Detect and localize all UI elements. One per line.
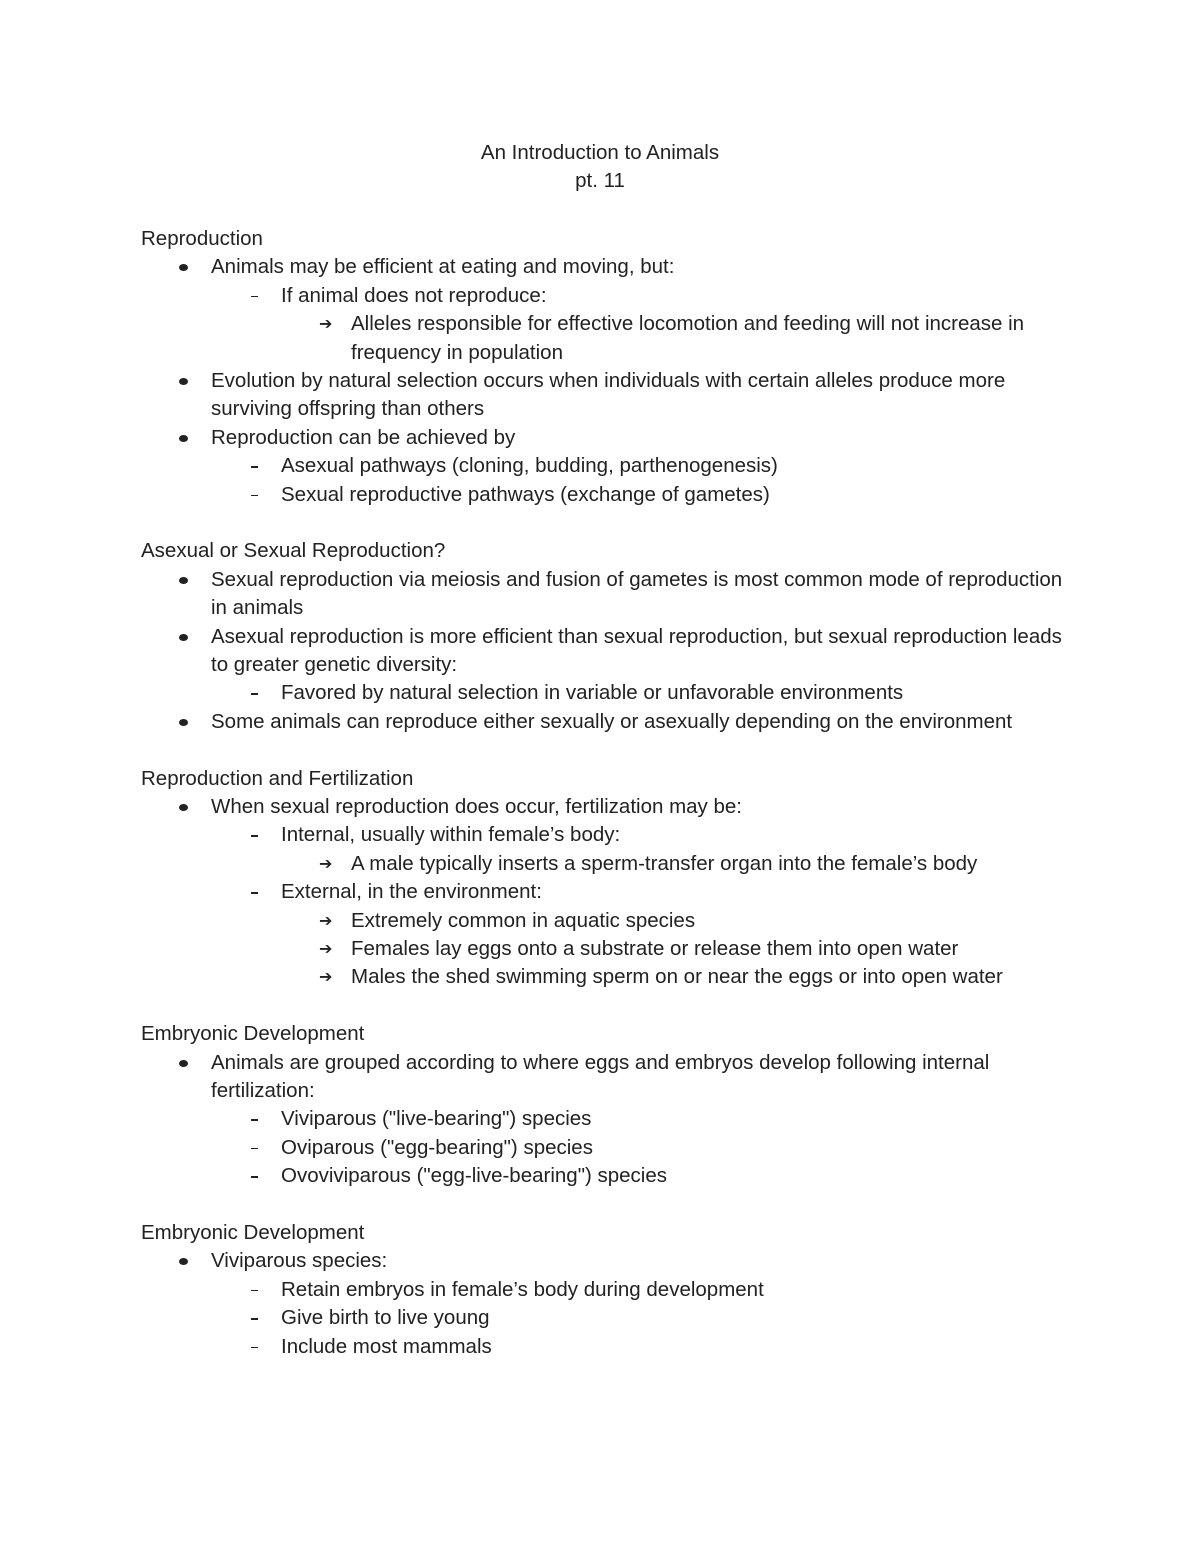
arrow-list bbox=[281, 850, 1071, 878]
list-item-text: Extremely common in aquatic species bbox=[351, 908, 696, 932]
list-item bbox=[211, 878, 1071, 992]
list-item-text: Animals are grouped according to where eggs and embryos develop following internal fertilization: bbox=[211, 1050, 990, 1103]
list-item-text: Alleles responsible for effective locomotion and feeding will not increase in frequency in population bbox=[351, 312, 1025, 364]
right-arrow-icon: ➔ bbox=[319, 967, 333, 987]
section bbox=[141, 1219, 1071, 1361]
list-item-text: Some animals can reproduce either sexually or asexually depending on the environment bbox=[211, 709, 1013, 733]
dash-icon bbox=[251, 1119, 258, 1121]
dash-list bbox=[211, 282, 1071, 367]
section bbox=[141, 537, 1071, 736]
list-item bbox=[211, 1304, 1071, 1332]
bullet-icon bbox=[179, 1258, 188, 1265]
bullet-list bbox=[141, 793, 1071, 992]
section-heading: Reproduction and Fertilization bbox=[141, 766, 414, 790]
list-item bbox=[211, 1276, 1071, 1304]
list-item bbox=[281, 850, 1071, 878]
section-heading: Embryonic Development bbox=[141, 1221, 365, 1245]
list-item-text: Reproduction can be achieved by bbox=[211, 425, 516, 449]
dash-icon bbox=[251, 892, 258, 894]
list-item bbox=[281, 310, 1071, 367]
page-title: An Introduction to Animals bbox=[480, 141, 720, 164]
right-arrow-icon: ➔ bbox=[319, 853, 333, 873]
list-item-text: Include most mammals bbox=[281, 1334, 492, 1358]
list-item-text: Animals may be efficient at eating and moving, but: bbox=[211, 255, 675, 279]
list-item bbox=[141, 566, 1071, 623]
dash-icon bbox=[251, 1176, 258, 1178]
dash-list bbox=[211, 1105, 1071, 1190]
list-item-text: When sexual reproduction does occur, fertilization may be: bbox=[211, 795, 742, 819]
list-item-text: Oviparous ("egg-bearing") species bbox=[281, 1135, 593, 1159]
section bbox=[141, 765, 1071, 992]
bullet-list bbox=[141, 1049, 1071, 1191]
list-item-text: Favored by natural selection in variable or unfavorable environments bbox=[281, 681, 904, 705]
list-item-text: A male typically inserts a sperm-transfer organ into the female’s body bbox=[351, 851, 978, 875]
list-item bbox=[141, 793, 1071, 992]
bullet-icon bbox=[179, 378, 188, 385]
list-item-text: External, in the environment: bbox=[281, 880, 542, 904]
list-item bbox=[141, 367, 1071, 424]
dash-icon bbox=[251, 693, 258, 695]
list-item bbox=[211, 1134, 1071, 1162]
list-item-text: Internal, usually within female’s body: bbox=[281, 823, 621, 847]
list-item bbox=[281, 935, 1071, 963]
right-arrow-icon: ➔ bbox=[319, 910, 333, 930]
list-item bbox=[141, 424, 1071, 509]
list-item bbox=[211, 821, 1071, 878]
bullet-icon bbox=[179, 435, 188, 442]
list-item-text: Asexual pathways (cloning, budding, parthenogenesis) bbox=[281, 454, 778, 478]
dash-icon bbox=[251, 1318, 258, 1320]
list-item-text: Males the shed swimming sperm on or near the eggs or into open water bbox=[351, 965, 1003, 989]
document-body bbox=[141, 225, 1071, 1390]
title-block bbox=[0, 139, 1200, 196]
list-item bbox=[141, 708, 1071, 736]
dash-icon bbox=[251, 1347, 258, 1349]
dash-icon bbox=[251, 466, 258, 468]
arrow-list bbox=[281, 310, 1071, 367]
bullet-list bbox=[141, 566, 1071, 736]
bullet-list bbox=[141, 253, 1071, 509]
dash-icon bbox=[251, 835, 258, 837]
list-item bbox=[211, 452, 1071, 480]
dash-list bbox=[211, 679, 1071, 707]
list-item-text: Evolution by natural selection occurs when individuals with certain alleles produce more surviving offspring than others bbox=[211, 369, 1006, 421]
bullet-icon bbox=[179, 719, 188, 726]
section-heading: Reproduction bbox=[141, 227, 263, 250]
list-item-text: Retain embryos in female’s body during development bbox=[281, 1277, 764, 1301]
list-item bbox=[211, 1162, 1071, 1190]
list-item-text: Asexual reproduction is more efficient than sexual reproduction, but sexual reproduction leads to greater genetic diversity: bbox=[211, 624, 1062, 677]
dash-icon bbox=[251, 296, 258, 298]
page-subtitle: pt. 11 bbox=[575, 169, 625, 193]
list-item-text: Give birth to live young bbox=[281, 1306, 490, 1330]
list-item bbox=[281, 963, 1071, 991]
list-item-text: Sexual reproduction via meiosis and fusion of gametes is most common mode of reproduction in animals bbox=[211, 567, 1063, 620]
section-heading: Embryonic Development bbox=[141, 1022, 365, 1046]
list-item-text: Viviparous ("live-bearing") species bbox=[281, 1107, 592, 1131]
dash-icon bbox=[251, 1290, 258, 1292]
list-item bbox=[211, 481, 1071, 509]
arrow-list bbox=[281, 907, 1071, 992]
dash-icon bbox=[251, 495, 258, 497]
list-item-text: Sexual reproductive pathways (exchange of gametes) bbox=[281, 482, 770, 506]
list-item-text: Females lay eggs onto a substrate or release them into open water bbox=[351, 937, 959, 961]
list-item-text: Ovoviviparous ("egg-live-bearing") species bbox=[281, 1164, 667, 1188]
bullet-icon bbox=[179, 577, 188, 584]
dash-list bbox=[211, 1276, 1071, 1361]
section bbox=[141, 1020, 1071, 1190]
list-item-text: If animal does not reproduce: bbox=[281, 283, 547, 307]
bullet-icon bbox=[179, 264, 188, 271]
right-arrow-icon: ➔ bbox=[319, 314, 333, 334]
section bbox=[141, 225, 1071, 509]
list-item bbox=[141, 1247, 1071, 1361]
list-item bbox=[211, 282, 1071, 367]
list-item bbox=[141, 1049, 1071, 1191]
list-item bbox=[141, 253, 1071, 367]
dash-icon bbox=[251, 1148, 258, 1150]
list-item-text: Viviparous species: bbox=[211, 1249, 388, 1273]
list-item bbox=[281, 907, 1071, 935]
list-item bbox=[211, 1333, 1071, 1361]
bullet-list bbox=[141, 1247, 1071, 1361]
list-item bbox=[211, 679, 1071, 707]
list-item bbox=[211, 1105, 1071, 1133]
list-item bbox=[141, 623, 1071, 708]
bullet-icon bbox=[179, 804, 188, 811]
right-arrow-icon: ➔ bbox=[319, 939, 333, 959]
section-heading: Asexual or Sexual Reproduction? bbox=[141, 539, 446, 563]
dash-list bbox=[211, 821, 1071, 991]
dash-list bbox=[211, 452, 1071, 509]
bullet-icon bbox=[179, 1060, 188, 1067]
bullet-icon bbox=[179, 634, 188, 641]
